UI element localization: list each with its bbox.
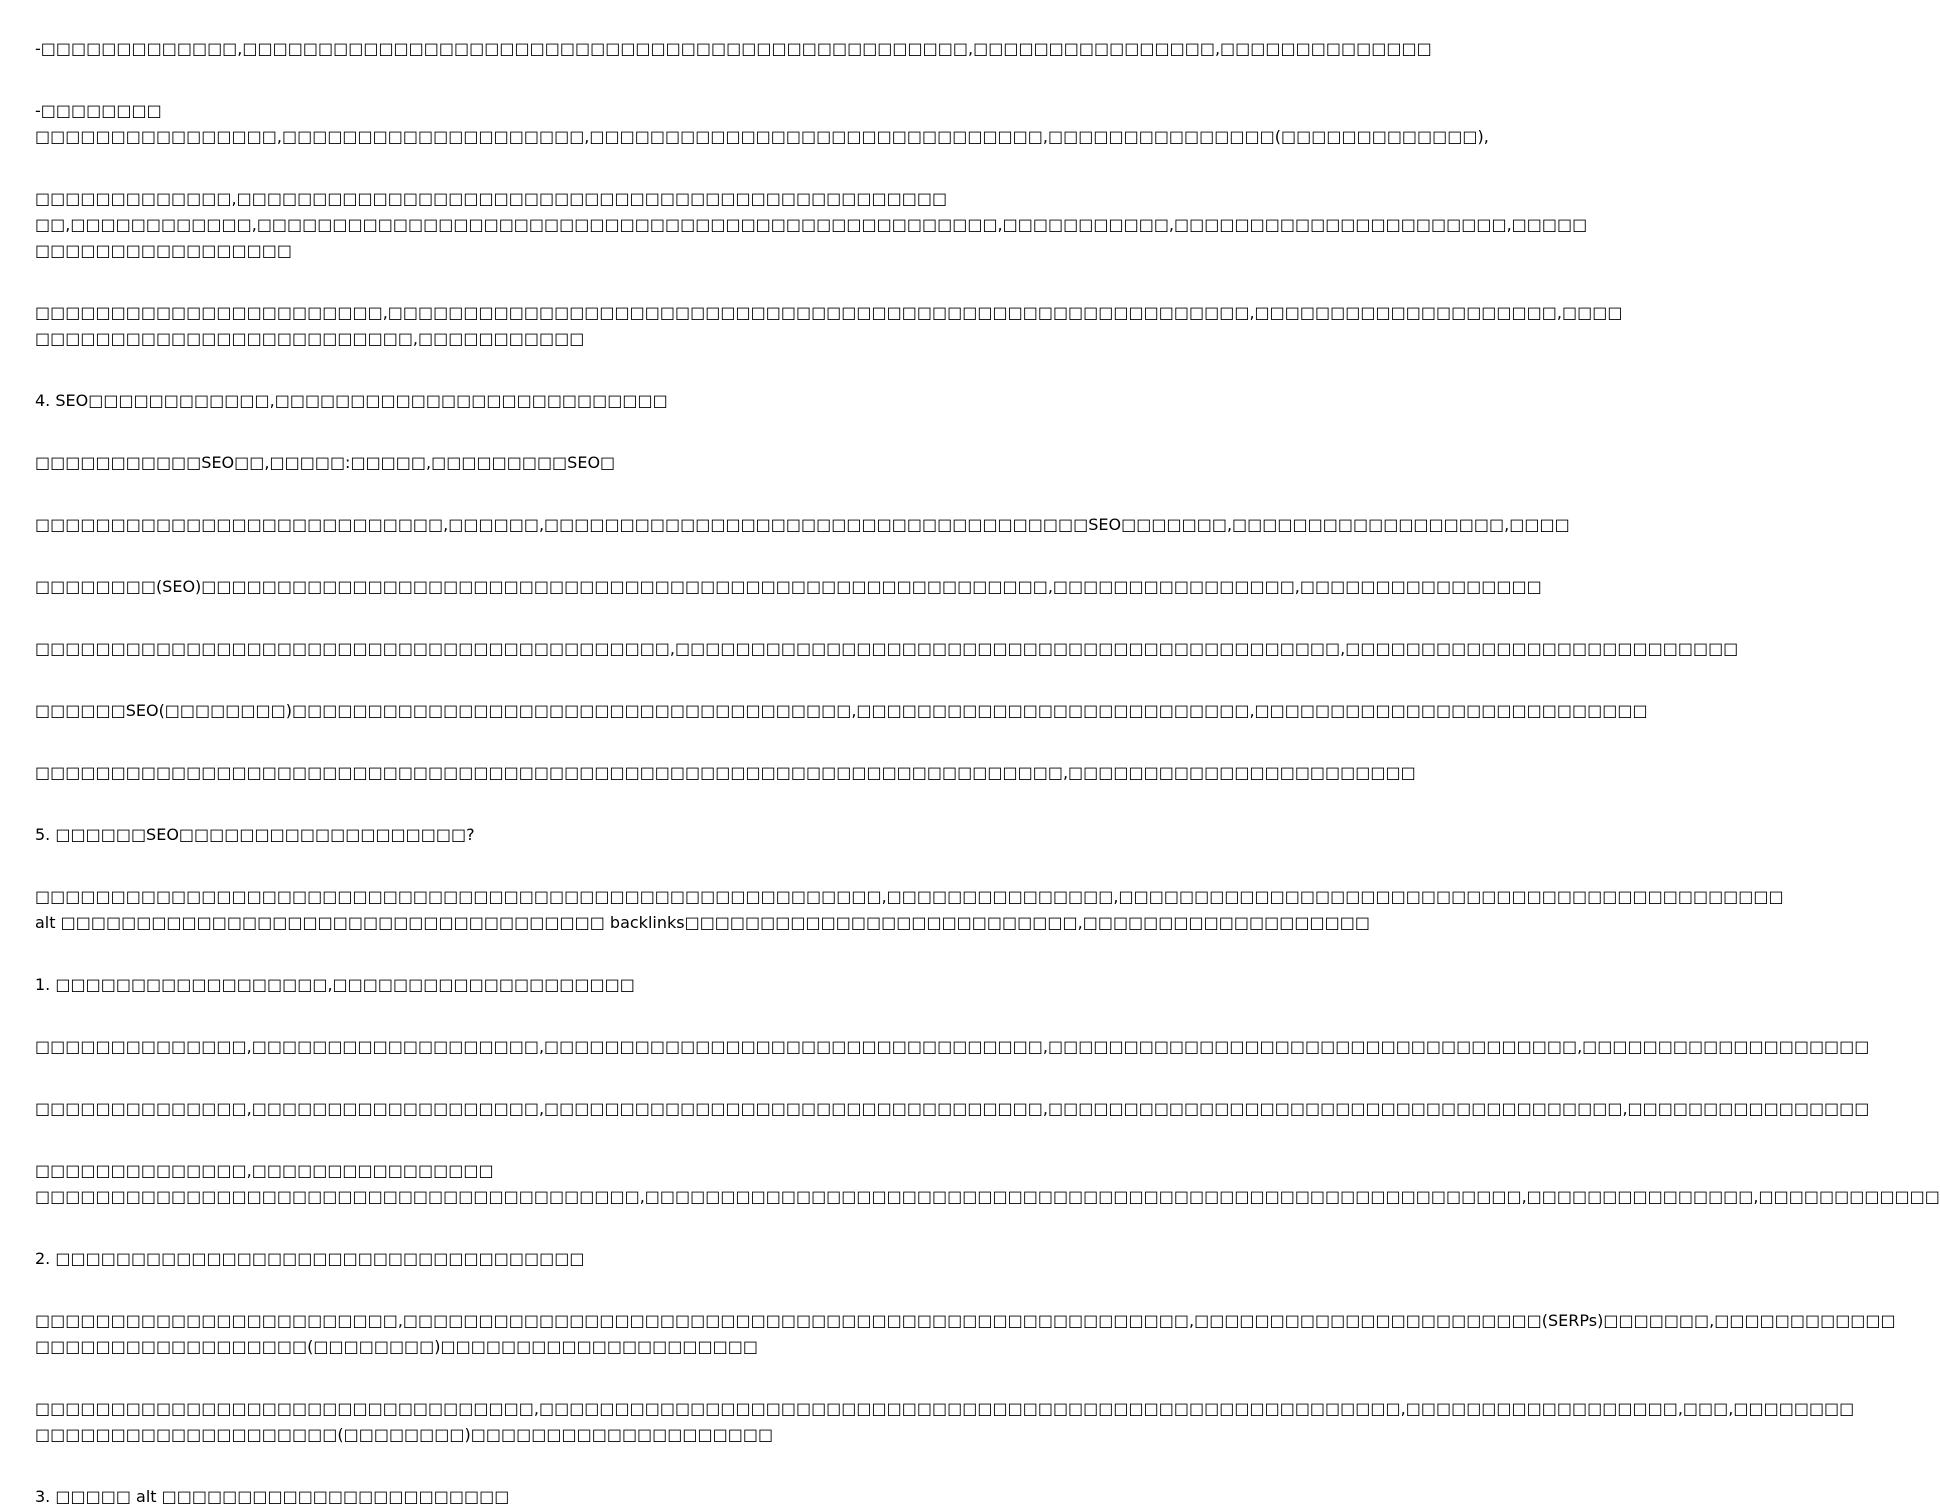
paragraph-line: □□□□□□□□□□□SEO□□,□□□□□:□□□□□,□□□□□□□□□SEO□ bbox=[35, 453, 616, 472]
paragraph-line: alt □□□□□□□□□□□□□□□□□□□□□□□□□□□□□□□□□□□□ backlinks□□□□□□□□□□□□□□□□□□□□□□□□□□,□□□□□□□□□□□□□□□□□□□ bbox=[35, 913, 1370, 932]
paragraph-line: □□□□□□□□□□□□□□□□□□□□(□□□□□□□□)□□□□□□□□□□□□□□□□□□□□ bbox=[35, 1425, 774, 1444]
paragraph bbox=[35, 1034, 1870, 1060]
paragraph-line: □□□□□□□□□□□□□□□□□□□□□□□□□,□□□□□□□□□□□ bbox=[35, 329, 585, 348]
paragraph bbox=[35, 972, 989, 998]
paragraph bbox=[35, 884, 1784, 936]
paragraph bbox=[35, 1096, 1870, 1122]
paragraph-line: □□□□□□SEO(□□□□□□□□)□□□□□□□□□□□□□□□□□□□□□□□□□□□□□□□□□□□□□,□□□□□□□□□□□□□□□□□□□□□□□□□□,□□□□□□□□□□□□□□□□□□□□□□□□□□ bbox=[35, 701, 1648, 720]
paragraph-gap bbox=[35, 1360, 989, 1396]
paragraph bbox=[35, 36, 1432, 62]
paragraph-gap bbox=[35, 264, 989, 300]
paragraph-line: □□□□□□□□□□□□□□□□□□□□□□□□□□□□□□□□□□□□□□□□□□□□□□□□□□□□□□□□,□□□□□□□□□□□□□□□,□□□□□□□□□□□□□□□□□□□□□□□□□□□□□□□□□□□□□□□□□□□□ bbox=[35, 887, 1784, 906]
paragraph bbox=[35, 698, 1648, 724]
paragraph-line: 4. SEO□□□□□□□□□□□□,□□□□□□□□□□□□□□□□□□□□□□□□□□ bbox=[35, 391, 668, 410]
paragraph bbox=[35, 300, 1623, 352]
paragraph bbox=[35, 1396, 1855, 1448]
paragraph-line: -□□□□□□□□□□□□□,□□□□□□□□□□□□□□□□□□□□□□□□□□□□□□□□□□□□□□□□□□□□□□□□,□□□□□□□□□□□□□□□□,□□□□□□□□□□□□□□ bbox=[35, 39, 1432, 58]
paragraph-gap bbox=[35, 352, 989, 388]
paragraph bbox=[35, 1158, 1940, 1210]
paragraph-line: □□□□□□□□□□□□□□,□□□□□□□□□□□□□□□□□□□,□□□□□□□□□□□□□□□□□□□□□□□□□□□□□□□□□,□□□□□□□□□□□□□□□□□□□□□□□□□□□□□□□□□□□□□□,□□□□□□□□□□□□□□□□ bbox=[35, 1099, 1870, 1118]
paragraph-line: □□□□□□□□□□□□□□,□□□□□□□□□□□□□□□□ bbox=[35, 1161, 494, 1180]
paragraph-line: 2. □□□□□□□□□□□□□□□□□□□□□□□□□□□□□□□□□□□ bbox=[35, 1249, 585, 1268]
paragraph-line: □□□□□□□□□□□□□□□□,□□□□□□□□□□□□□□□□□□□□,□□□□□□□□□□□□□□□□□□□□□□□□□□□□□□,□□□□□□□□□□□□□□□(□□□□□□□□□□□□□), bbox=[35, 127, 1489, 146]
paragraph bbox=[35, 1246, 989, 1272]
paragraph-gap bbox=[35, 848, 989, 884]
paragraph-gap bbox=[35, 786, 989, 822]
paragraph-gap bbox=[35, 1210, 989, 1246]
paragraph-gap bbox=[35, 1060, 989, 1096]
paragraph-line: □□,□□□□□□□□□□□□,□□□□□□□□□□□□□□□□□□□□□□□□□□□□□□□□□□□□□□□□□□□□□□□□□,□□□□□□□□□□□,□□□□□□□□□□□□□□□□□□□□□□,□□□□□ bbox=[35, 215, 1588, 234]
paragraph-line: 1. □□□□□□□□□□□□□□□□□□,□□□□□□□□□□□□□□□□□□□□ bbox=[35, 975, 635, 994]
paragraph-gap bbox=[35, 998, 989, 1034]
paragraph-gap bbox=[35, 936, 989, 972]
paragraph-line: □□□□□□□□□□□□□,□□□□□□□□□□□□□□□□□□□□□□□□□□□□□□□□□□□□□□□□□□□□□□□ bbox=[35, 189, 948, 208]
paragraph-line: □□□□□□□□□□□□□□□□□□□□□□□□□□□,□□□□□□,□□□□□□□□□□□□□□□□□□□□□□□□□□□□□□□□□□□□SEO□□□□□□□,□□□□□□□□□□□□□□□□□□,□□□□ bbox=[35, 515, 1570, 534]
paragraph bbox=[35, 186, 1588, 264]
paragraph-line: 3. □□□□□ alt □□□□□□□□□□□□□□□□□□□□□□□ bbox=[35, 1487, 510, 1506]
paragraph-line: □□□□□□□□□□□□□□□□□□□□□□□□,□□□□□□□□□□□□□□□□□□□□□□□□□□□□□□□□□□□□□□□□□□□□□□□□□□□□,□□□□□□□□□□□□□□□□□□□□□□□(SERPs)□□□□□□□,□□□□□□□□□□□□ bbox=[35, 1311, 1896, 1330]
paragraph-gap bbox=[35, 476, 989, 512]
paragraph-gap bbox=[35, 538, 989, 574]
paragraph bbox=[35, 98, 1489, 150]
paragraph-gap bbox=[35, 62, 989, 98]
paragraph bbox=[35, 574, 1542, 600]
document-body bbox=[35, 36, 1940, 1510]
paragraph-gap bbox=[35, 1272, 989, 1308]
paragraph bbox=[35, 636, 1739, 662]
paragraph-line: □□□□□□□□□□□□□□,□□□□□□□□□□□□□□□□□□□,□□□□□□□□□□□□□□□□□□□□□□□□□□□□□□□□□,□□□□□□□□□□□□□□□□□□□□□□□□□□□□□□□□□□□,□□□□□□□□□□□□□□□□□□□ bbox=[35, 1037, 1870, 1056]
paragraph-line: □□□□□□□□□□□□□□□□□□(□□□□□□□□)□□□□□□□□□□□□□□□□□□□□□ bbox=[35, 1337, 758, 1356]
paragraph bbox=[35, 450, 989, 476]
paragraph-line: -□□□□□□□□ bbox=[35, 101, 162, 120]
paragraph-gap bbox=[35, 662, 989, 698]
paragraph bbox=[35, 1484, 989, 1510]
paragraph bbox=[35, 512, 1570, 538]
paragraph-gap bbox=[35, 1448, 989, 1484]
paragraph-line: □□□□□□□□(SEO)□□□□□□□□□□□□□□□□□□□□□□□□□□□□□□□□□□□□□□□□□□□□□□□□□□□□□□□□,□□□□□□□□□□□□□□□□,□□□□□□□□□□□□□□□□ bbox=[35, 577, 1542, 596]
paragraph bbox=[35, 1308, 1896, 1360]
paragraph-gap bbox=[35, 150, 989, 186]
paragraph-gap bbox=[35, 600, 989, 636]
paragraph-line: □□□□□□□□□□□□□□□□□□□□□□□□□□□□□□□□□,□□□□□□□□□□□□□□□□□□□□□□□□□□□□□□□□□□□□□□□□□□□□□□□□□□□□□□□□□,□□□□□□□□□□□□□□□□□□,□□□,□□□□□□□□ bbox=[35, 1399, 1855, 1418]
paragraph bbox=[35, 760, 1416, 786]
paragraph-gap bbox=[35, 1122, 989, 1158]
paragraph-gap bbox=[35, 414, 989, 450]
paragraph-line: □□□□□□□□□□□□□□□□□□□□□□□□□□□□□□□□□□□□□□□□□□,□□□□□□□□□□□□□□□□□□□□□□□□□□□□□□□□□□□□□□□□□□□□,□□□□□□□□□□□□□□□□□□□□□□□□□□ bbox=[35, 639, 1739, 658]
paragraph-gap bbox=[35, 724, 989, 760]
paragraph bbox=[35, 388, 989, 414]
paragraph-line: □□□□□□□□□□□□□□□□□□□□□□□□□□□□□□□□□□□□□□□□,□□□□□□□□□□□□□□□□□□□□□□□□□□□□□□□□□□□□□□□□□□□□□□□□□□□□□□□□□□,□□□□□□□□□□□□□□□,□□□□□□□□□□□□ bbox=[35, 1187, 1940, 1206]
paragraph bbox=[35, 822, 989, 848]
paragraph-line: □□□□□□□□□□□□□□□□□ bbox=[35, 241, 292, 260]
paragraph-line: □□□□□□□□□□□□□□□□□□□□□□□,□□□□□□□□□□□□□□□□□□□□□□□□□□□□□□□□□□□□□□□□□□□□□□□□□□□□□□□□□,□□□□□□□□□□□□□□□□□□□□,□□□□ bbox=[35, 303, 1623, 322]
paragraph-line: □□□□□□□□□□□□□□□□□□□□□□□□□□□□□□□□□□□□□□□□□□□□□□□□□□□□□□□□□□□□□□□□□□□□,□□□□□□□□□□□□□□□□□□□□□□□ bbox=[35, 763, 1416, 782]
paragraph-line: 5. □□□□□□SEO□□□□□□□□□□□□□□□□□□□? bbox=[35, 825, 475, 844]
